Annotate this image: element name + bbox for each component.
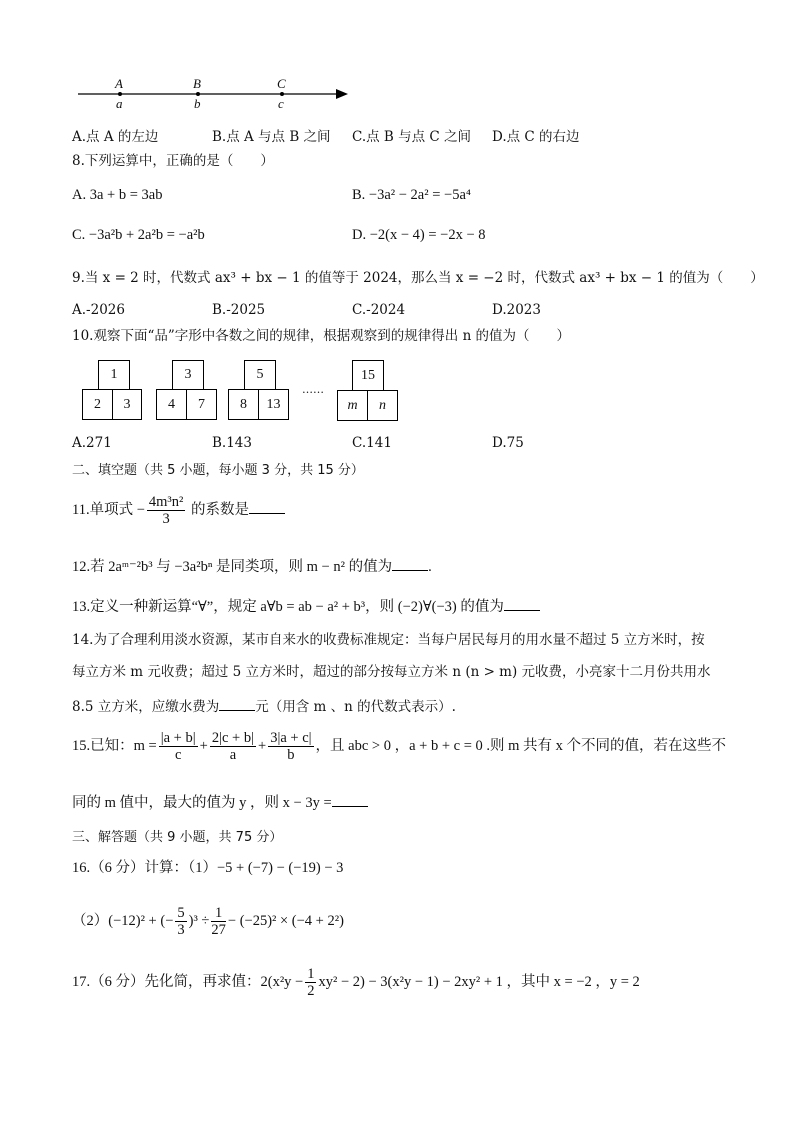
q15-prefix: 15.已知：m = [72,737,157,754]
q7-option-d: D.点 C 的右边 [492,129,580,145]
q15-f1-den: c [174,747,182,763]
q15-f1-num: |a + b| [160,730,196,746]
q11-numerator: 4m³n² [148,494,184,510]
pin-figure-1-left: 2 [82,389,113,420]
pin-figure-dots: …… [302,383,324,396]
q16-part-2 [72,905,344,938]
section-3-title: 三、解答题（共 9 小题，共 75 分） [72,830,283,845]
q9-option-b: B.-2025 [212,302,266,318]
point-A-label: A [115,76,123,91]
pin-figure-1-right: 3 [112,389,142,420]
q15-f2-num: 2|c + b| [211,730,254,746]
q12-text: 12.若 2aᵐ⁻²b³ 与 −3a²bⁿ 是同类项，则 m − n² 的值为 [72,559,393,575]
q8-stem: 8.下列运算中，正确的是（ ） [72,153,274,169]
point-C-label: C [277,76,286,91]
q15-line-2 [72,792,368,813]
q16-p2-a: （2）(−12)² + (− [72,912,174,929]
q16-fraction-1-27 [211,905,226,938]
q15-suffix: ，且 abc > 0 ，a + b + c = 0 .则 m 共有 x 个不同的值，若在这些不 [315,737,727,754]
q15-fraction-3 [268,730,313,763]
q8-option-a: A. 3a + b = 3ab [72,187,163,203]
q16-f-den: 3 [177,922,185,938]
q15-answer-blank[interactable] [332,792,368,807]
q8-option-b: B. −3a² − 2a² = −5a⁴ [352,187,471,203]
q10-option-b: B.143 [212,435,252,451]
q17-f-num: 1 [307,966,315,982]
q15-line-2-text: 同的 m 值中，最大的值为 y ，则 x − 3y = [72,795,332,811]
q15-f3-den: b [287,747,295,763]
q9-option-d: D.2023 [492,302,541,318]
q11-suffix: 的系数是 [187,501,249,518]
q11 [72,494,285,527]
pin-figure-1-top: 1 [98,360,130,390]
q17 [72,966,640,999]
q12-answer-blank[interactable] [392,556,428,571]
q14-line-1: 14.为了合理利用淡水资源，某市自来水的收费标准规定：当每户居民每月的用水量不超过 5 立方米时，按 [72,632,705,648]
q7-option-a: A.点 A 的左边 [72,129,159,145]
pin-figure-4-left: m [337,390,368,421]
pin-figure-3-left: 8 [228,389,259,420]
q10-stem: 10.观察下面“品”字形中各数之间的规律，根据观察到的规律得出 n 的值为（ ） [72,328,571,344]
q10-option-a: A.271 [72,435,112,451]
q9-option-c: C.-2024 [352,302,406,318]
q15-line-1: 15.已知：m = $\frac{|a + b|}{c}$ + $\frac{2|c + b|}{a}$ + $\frac{3|a + c|}{b}$ ，且 abc > 0 ，a + b + c = 0 .则 m 共有 x 个不同的值，若在这些不 [72,730,727,763]
q13-text: 13.定义一种新运算“∀”，规定 a∀b = ab − a² + b³，则 (−2)∀(−3) 的值为 [72,599,504,615]
q11-answer-blank[interactable] [249,499,285,514]
pin-figure-2-top: 3 [172,360,204,390]
q12 [72,556,432,577]
value-a-label: a [116,96,123,111]
pin-figure-4-top: 15 [352,360,384,391]
q16-f-num: 5 [177,905,185,921]
q16-g-num: 1 [211,905,226,922]
q10-option-d: D.75 [492,435,524,451]
q15-fraction-1 [159,730,198,763]
q14-line-3a: 8.5 立方米，应缴水费为 [72,699,220,715]
q17-suffix: xy² − 2) − 3(x²y − 1) − 2xy² + 1 ，其中 x = −2 ，y = 2 [318,973,640,990]
q8-option-d: D. −2(x − 4) = −2x − 8 [352,227,486,243]
section-2-title: 二、填空题（共 5 小题，每小题 3 分，共 15 分） [72,463,364,478]
q17-prefix: 17.（6 分）先化简，再求值：2(x²y − [72,973,304,990]
q11-prefix: 11.单项式 − [72,501,145,518]
q13-answer-blank[interactable] [504,596,540,611]
q12-end: . [428,559,432,575]
q17-f-den: 2 [307,983,315,999]
pin-figure-2-left: 4 [156,389,187,420]
q15-fraction-2 [210,730,256,763]
q7-option-b: B.点 A 与点 B 之间 [212,129,331,145]
q16-g-den: 27 [211,922,226,938]
pin-figure-3-right: 13 [258,389,289,420]
q7-option-c: C.点 B 与点 C 之间 [352,129,472,145]
q16-p2-b: )³ ÷ [188,912,210,929]
q15-f2-den: a [229,747,237,763]
pin-figure-2-right: 7 [186,389,217,420]
q13 [72,596,540,617]
q11-denominator: 3 [162,511,170,527]
value-c-label: c [278,96,284,111]
q14-line-3 [72,696,456,717]
q9-stem: 9.当 x = 2 时，代数式 ax³ + bx − 1 的值等于 2024，那么当 x = −2 时，代数式 ax³ + bx − 1 的值为（ ） [72,270,764,286]
pin-figure-3-top: 5 [244,360,276,390]
q14-line-2: 每立方米 m 元收费；超过 5 立方米时，超过的部分按每立方米 n (n > m) 元收费，小亮家十二月份共用水 [72,664,711,680]
q14-line-3b: 元（用含 m 、n 的代数式表示）. [255,699,456,715]
q10-option-c: C.141 [352,435,392,451]
q16-part-1: 16.（6 分）计算：（1）−5 + (−7) − (−19) − 3 [72,860,344,876]
q11-fraction [147,494,185,527]
q15-f3-num: 3|a + c| [270,730,312,746]
point-B-label: B [193,76,201,91]
q16-p2-c: − (−25)² × (−4 + 2²) [227,912,344,929]
q16-fraction-5-3 [175,905,186,938]
value-b-label: b [194,96,201,111]
q14-answer-blank[interactable] [219,696,255,711]
q17-fraction-half [305,966,316,999]
q8-option-c: C. −3a²b + 2a²b = −a²b [72,227,205,243]
pin-figure-4-right: n [367,390,398,421]
q9-option-a: A.-2026 [72,302,125,318]
